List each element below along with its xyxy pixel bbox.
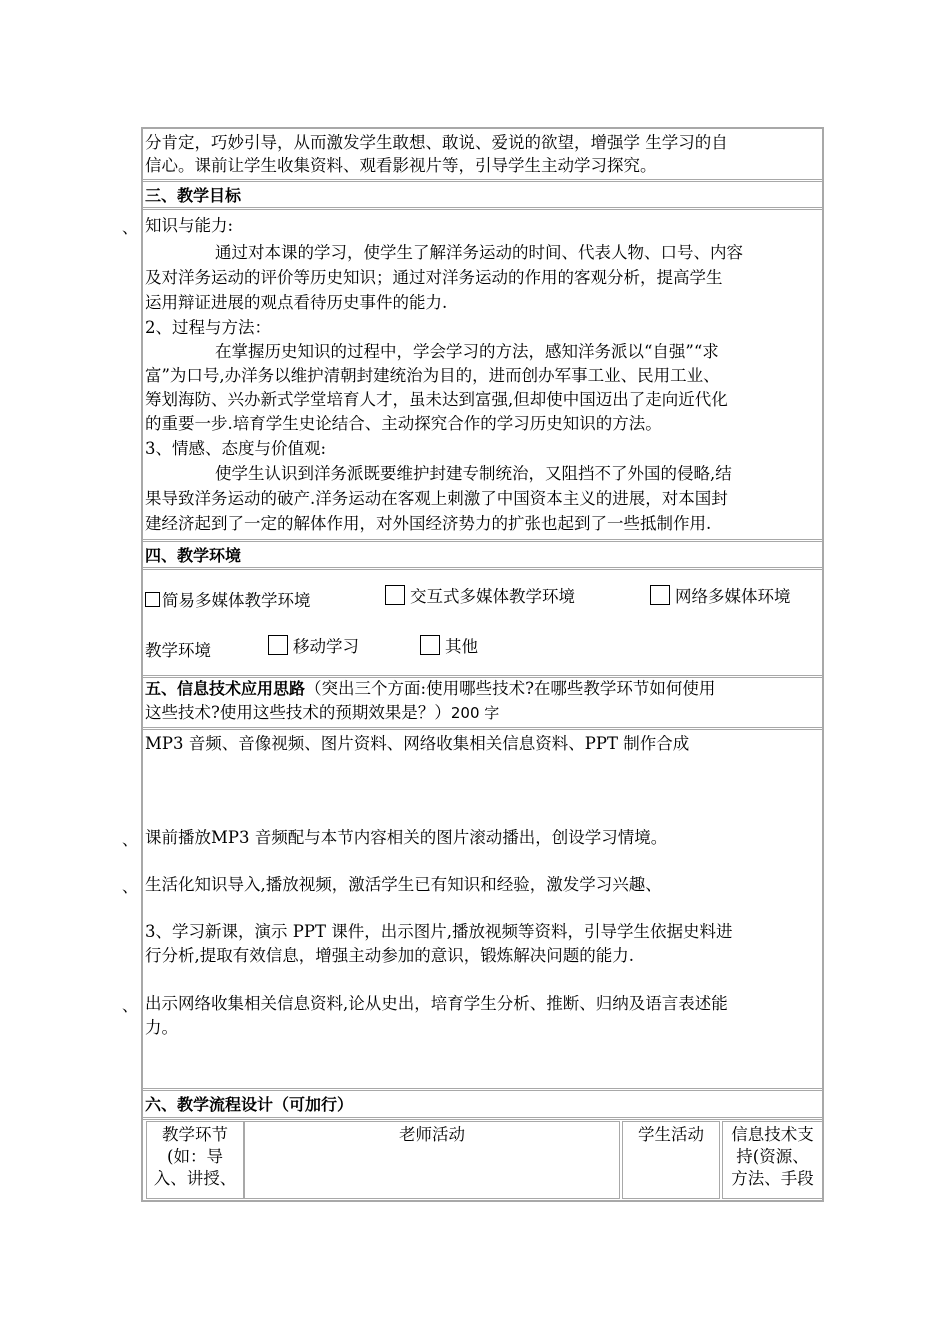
objective-title: 知识与能力:: [145, 216, 234, 235]
row-divider: [143, 539, 822, 542]
section-heading-flow-design: 六、教学流程设计（可加行）: [145, 1095, 354, 1114]
list-marker: 、: [122, 830, 139, 849]
row-divider: [143, 179, 822, 182]
step-item: 行分析,提取有效信息，增强主动参加的意识，锻炼解决问题的能力.: [145, 946, 634, 965]
step-item: 生活化知识导入,播放视频，激活学生已有知识和经验，激发学习兴趣、: [145, 875, 662, 894]
section-heading-environment: 四、教学环境: [145, 546, 242, 565]
objective-text: 建经济起到了一定的解体作用，对外国经济势力的扩张也起到了一些抵制作用.: [145, 514, 712, 533]
row-divider: [143, 1117, 822, 1120]
checkbox-icon[interactable]: [385, 585, 405, 605]
list-marker: 、: [122, 218, 139, 237]
list-marker: 、: [122, 877, 139, 896]
step-item: 出示网络收集相关信息资料,论从史出，培育学生分析、推断、归纳及语言表述能: [145, 994, 728, 1013]
objective-title: 3、情感、态度与价值观:: [145, 439, 327, 458]
objective-text: 的重要一步.培育学生史论结合、主动探究合作的学习历史知识的方法。: [145, 414, 662, 433]
table-header-student: 学生活动: [638, 1125, 704, 1144]
list-marker: 、: [122, 996, 139, 1015]
checkbox-icon[interactable]: [650, 585, 670, 605]
step-item: 力。: [145, 1018, 178, 1037]
intro-line: 信心。课前让学生收集资料、观看影视片等，引导学生主动学习探究。: [145, 156, 657, 175]
row-divider: [143, 207, 822, 210]
objective-text: 果导致洋务运动的破产.洋务运动在客观上刺激了中国资本主义的进展，对本国封: [145, 489, 728, 508]
objective-text: 筹划海防、兴办新式学堂培育人才，虽未达到富强,但却使中国迈出了走向近代化: [145, 390, 728, 409]
checkbox-icon[interactable]: [420, 635, 440, 655]
objective-text: 富”为口号,办洋务以维护清朝封建统治为目的，进而创办军事工业、民用工业、: [145, 366, 720, 385]
row-divider: [143, 1088, 822, 1091]
objective-text: 使学生认识到洋务派既要维护封建专制统治，又阻挡不了外国的侵略,结: [215, 464, 732, 483]
section-heading-it-application: 五、信息技术应用思路（突出三个方面:使用哪些技术?在哪些教学环节如何使用: [145, 679, 716, 698]
checkbox-icon[interactable]: [268, 635, 288, 655]
option-label-environment: 教学环境: [145, 641, 211, 660]
objective-text: 在掌握历史知识的过程中，学会学习的方法，感知洋务派以“自强”“求: [215, 342, 719, 361]
step-item: 3、学习新课，演示 PPT 课件，出示图片,播放视频等资料，引导学生依据史料进: [145, 922, 733, 941]
step-item: 课前播放MP3 音频配与本节内容相关的图片滚动播出，创设学习情境。: [145, 828, 668, 847]
section-heading-objectives: 三、教学目标: [145, 186, 242, 205]
option-interactive-multimedia[interactable]: 交互式多媒体教学环境: [385, 585, 575, 608]
table-header-teacher: 老师活动: [399, 1125, 465, 1144]
row-divider: [143, 727, 822, 730]
tools-list: MP3 音频、音像视频、图片资料、网络收集相关信息资料、PPT 制作合成: [145, 734, 690, 753]
objective-text: 及对洋务运动的评价等历史知识；通过对洋务运动的作用的客观分析，提高学生: [145, 268, 723, 287]
option-mobile-learning[interactable]: 移动学习: [268, 635, 359, 658]
checkbox-icon[interactable]: [145, 592, 160, 607]
option-network-multimedia[interactable]: 网络多媒体环境: [650, 585, 791, 608]
table-header-stage: 教学环节 (如：导 入、讲授、: [153, 1125, 237, 1188]
row-divider: [143, 567, 822, 570]
option-simple-multimedia[interactable]: 简易多媒体教学环境: [145, 590, 311, 612]
objective-title: 2、过程与方法：: [145, 318, 271, 337]
objective-text: 运用辩证进展的观点看待历史事件的能力.: [145, 293, 448, 312]
table-header-it-support: 信息技术支 持(资源、 方法、手段: [731, 1125, 814, 1188]
section-note: 这些技术?使用这些技术的预期效果是？）200 字: [145, 703, 500, 722]
option-other[interactable]: 其他: [420, 635, 478, 658]
objective-text: 通过对本课的学习，使学生了解洋务运动的时间、代表人物、口号、内容: [215, 243, 743, 262]
intro-line: 分肯定，巧妙引导，从而激发学生敢想、敢说、爱说的欲望，增强学 生学习的自: [145, 133, 728, 152]
